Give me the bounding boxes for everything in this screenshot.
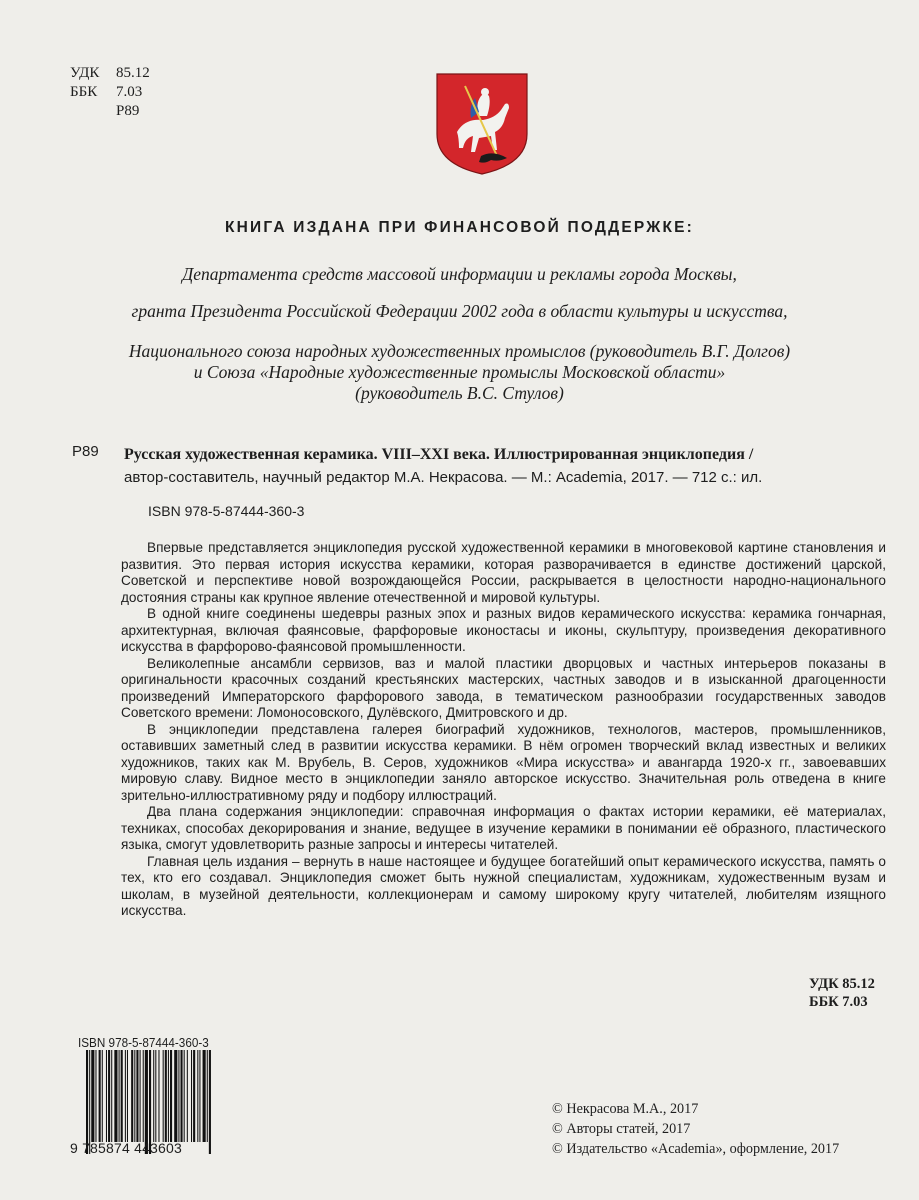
barcode-bar — [89, 1050, 90, 1154]
barcode-bar — [193, 1050, 195, 1142]
classification-block — [70, 64, 150, 121]
barcode-bar — [136, 1050, 138, 1142]
barcode-bar — [114, 1050, 117, 1142]
barcode-digits: 9 785874 443603 — [70, 1140, 182, 1156]
bibliographic-record — [124, 443, 859, 489]
barcode-bar — [99, 1050, 101, 1142]
barcode-bar — [131, 1050, 133, 1142]
responsibility-statement: автор-составитель, научный редактор М.А. Некрасова. — М.: Academia, 2017. — 712 с.: ил. — [124, 469, 763, 486]
support-line-5: (руководитель В.С. Стулов) — [355, 383, 564, 403]
bbk-label: ББК — [70, 84, 98, 100]
barcode-bar — [178, 1050, 179, 1142]
barcode-bar — [149, 1050, 151, 1154]
barcode-bar — [170, 1050, 172, 1142]
bbk-bottom: ББК 7.03 — [809, 994, 868, 1010]
barcode-bar — [209, 1050, 211, 1154]
catalog-code: Р89 — [72, 443, 99, 460]
annotation-paragraph: Великолепные ансамбли сервизов, ваз и малой пластики дворцовых и частных интерьеров показаны в оригинальности красочных созданий крестьянских мастерских, частных заводов и в изысканной драгоценности произведений Императорского фарфорового завода, в тематическом разнообразии государственных заводов Советского времени: Ломоносовского, Дулёвского, Дмитровского и др. — [121, 655, 886, 720]
udk-label: УДК — [70, 65, 100, 81]
barcode-bar — [184, 1050, 185, 1142]
udk-bottom: УДК 85.12 — [809, 976, 875, 992]
moscow-coat-of-arms-icon — [435, 72, 529, 176]
barcode-bar — [165, 1050, 167, 1142]
barcode-bar — [119, 1050, 120, 1142]
barcode-bar — [145, 1050, 148, 1154]
barcode-bar — [108, 1050, 110, 1142]
support-line-1: Департамента средств массовой информации и рекламы города Москвы, — [182, 264, 737, 284]
barcode-bar — [134, 1050, 135, 1142]
author-mark: Р89 — [116, 103, 140, 119]
annotation-paragraph: В энциклопедии представлена галерея биографий художников, технологов, мастеров, промышленников, оставивших заметный след в развитии искусства керамики. В нём огромен творческий вклад известных и великих художников, таких как М. Врубель, В. Серов, художников «Мира искусства» и авангарда 1920-х гг., завоевавших мировую славу. Видное место в энциклопедии заняло авторское искусство. Значительная роль отведена в книге зрительно-иллюстративному ряду и подбору иллюстраций. — [121, 721, 886, 803]
barcode-bar — [91, 1050, 94, 1142]
barcode-bar — [174, 1050, 177, 1142]
annotation — [121, 540, 886, 920]
copyright-line: © Некрасова М.А., 2017 — [552, 1101, 699, 1117]
copyright-line: © Авторы статей, 2017 — [552, 1121, 691, 1137]
support-line-4: и Союза «Народные художественные промыслы Московской области» — [193, 362, 726, 382]
barcode-bar — [86, 1050, 88, 1154]
bleed-through-text — [225, 62, 234, 88]
barcode-bar — [155, 1050, 156, 1142]
barcode-bar — [158, 1050, 159, 1142]
support-line-3: Национального союза народных художественных промыслов (руководитель В.Г. Долгов) — [128, 341, 791, 361]
barcode-bar — [187, 1050, 188, 1142]
copyright-line: © Издательство «Academia», оформление, 2017 — [552, 1141, 840, 1157]
barcode-bar — [140, 1050, 141, 1142]
annotation-paragraph: Два плана содержания энциклопедии: справочная информация о фактах истории керамики, её материалах, техниках, способах декорирования и знание, ведущее в изучение керамики в понимании её образного, пластического языка, смогут удовлетворить разные запросы и интересы читателей. — [121, 804, 886, 852]
barcode-bar — [203, 1050, 206, 1142]
barcode-bar — [102, 1050, 103, 1142]
barcode-bar — [111, 1050, 112, 1142]
barcode-bar — [181, 1050, 183, 1142]
isbn: ISBN 978-5-87444-360-3 — [148, 503, 305, 519]
classification-bottom — [809, 975, 875, 1011]
barcode-bar — [143, 1050, 144, 1142]
support-heading: КНИГА ИЗДАНА ПРИ ФИНАНСОВОЙ ПОДДЕРЖКЕ: — [224, 219, 695, 236]
barcode-bar — [153, 1050, 154, 1142]
barcode-bar — [121, 1050, 123, 1142]
annotation-paragraph: Главная цель издания – вернуть в наше настоящее и будущее богатейший опыт керамического искусства, память о тех, кто его создавал. Энциклопедия сможет быть нужной специалистам, художникам, художественным вузам и школам, в музейной деятельности, коллекционерам и самому широкому кругу читателей, любителям изящного искусства. — [121, 853, 886, 918]
barcode-bar — [199, 1050, 200, 1142]
barcode-bar — [197, 1050, 198, 1142]
barcode-bar — [163, 1050, 164, 1142]
annotation-paragraph: Впервые представляется энциклопедия русской художественной керамики в многовековой картине становления и развития. Это первая история искусства керамики, которая разворачивается в единстве достижений царской, Советской и перспективе новой возрождающейся России, раскрывается в целостности народно-национального достояния страны как крупное явление отечественной и мировой культуры. — [121, 540, 886, 605]
barcode-bar — [95, 1050, 96, 1142]
barcode-bar — [191, 1050, 192, 1142]
book-title: Русская художественная керамика. VIII–XXI века. Иллюстрированная энциклопедия / — [124, 446, 754, 463]
barcode-bar — [207, 1050, 208, 1142]
annotation-paragraph: В одной книге соединены шедевры разных эпох и разных видов керамического искусства: керамика гончарная, архитектурная, включая фаянсовые, фарфоровые иконостасы и иконы, скульптуру, произведения декоративного искусства в фарфорово-фаянсовой промышленности. — [121, 606, 886, 654]
barcode-bar — [127, 1050, 128, 1142]
barcode-bar — [106, 1050, 107, 1142]
udk-value: 85.12 — [116, 65, 150, 81]
support-line-2: гранта Президента Российской Федерации 2002 года в области культуры и искусства, — [131, 301, 788, 321]
copyright-block — [552, 1099, 839, 1159]
barcode-bar — [168, 1050, 169, 1142]
bbk-value: 7.03 — [116, 84, 143, 100]
barcode-isbn-label: ISBN 978-5-87444-360-3 — [78, 1035, 209, 1050]
barcode-bar — [125, 1050, 126, 1142]
